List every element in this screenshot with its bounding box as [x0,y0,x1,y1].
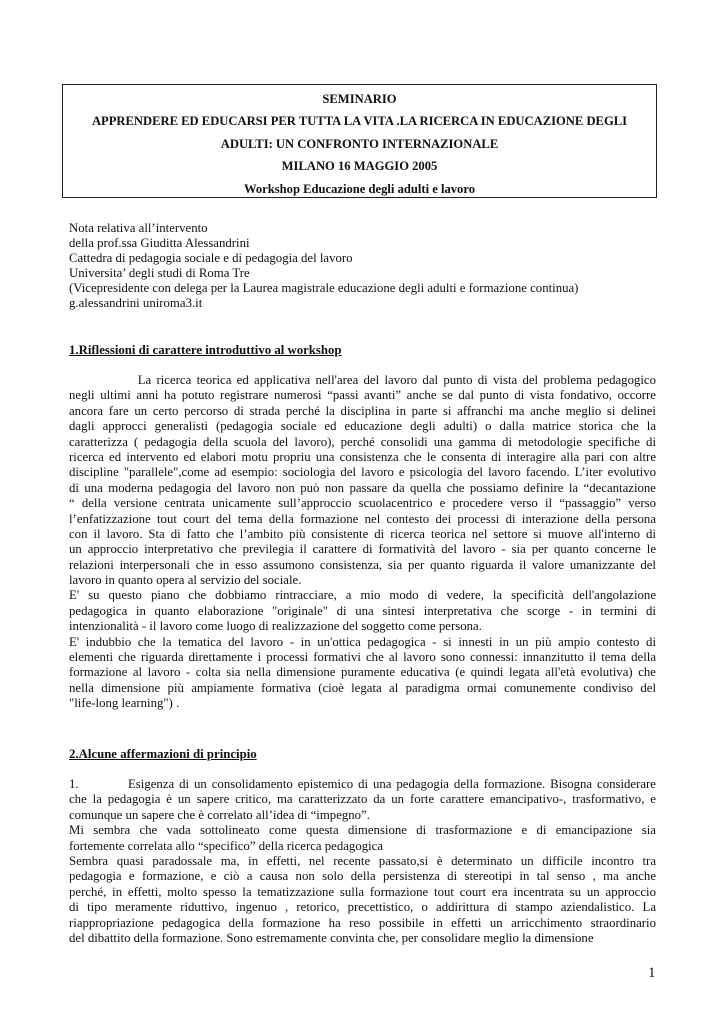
note-line: Nota relativa all’intervento [69,221,208,235]
text-line: lavoro in quanto opera al servizio del sociale. [69,573,302,588]
seminar-header-box [62,84,657,198]
text-line: E' indubbio che la tematica del lavoro - in un'ottica pedagogica - si innesti in un più ampio contesto di [69,634,656,649]
text-line: Sembra quasi paradossale ma, in effetti, nel recente passato,si è determinato un difficile incontro tra [69,853,656,868]
section-1-heading: 1.Riflessioni di carattere introduttivo al workshop [69,343,342,357]
header-line-title: APPRENDERE ED EDUCARSI PER TUTTA LA VITA .LA RICERCA IN EDUCAZIONE DEGLI [91,114,628,129]
section-2-body [69,777,656,946]
text-line: di una moderna pedagogia del lavoro non può non passare da quella che possiamo definire la “decantazione [69,480,656,495]
text-line: dagli approcci generalisti (pedagogia sociale ed educazione degli adulti) o dalla matrice storica che la [69,419,656,434]
text-line: comunque un sapere che è correlato all’idea di “impegno”. [69,807,370,822]
text-line: Mi sembra che vada sottolineato come questa dimensione di trasformazione e di emancipazione sia [69,823,656,838]
text-line: relazioni interpersonali che in esso assumono consistenza, sia per quanto riguarda il valore umanizzante del [69,557,656,572]
header-line-workshop: Workshop Educazione degli adulti e lavoro [243,181,476,196]
text-line: “ della versione centrata unicamente sull’approccio scuolacentrico e procedere verso il “passaggio” verso [69,496,656,511]
text-line: che la pedagogia è un sapere critico, ma caratterizzato da un forte carattere emancipativo-, trasformativo, e [69,792,656,807]
text-line: fortemente correlata allo “specifico” della ricerca pedagogica [69,838,384,853]
note-line: Universita’ degli studi di Roma Tre [69,266,250,280]
text-line: caratterizza ( pedagogia della scuola del lavoro), perché consolidi una gamma di metodologie specifiche di [69,434,656,449]
text-line: con il lavoro. Sta di fatto che l’ambito più consistente di ricerca teorica nel settore si muove all'interno di [69,526,656,541]
author-note [69,221,578,311]
header-line-subtitle: ADULTI: UN CONFRONTO INTERNAZIONALE [220,136,499,151]
text-line: pedagogica in quanto elaborazione "originale" di una sintesi interpretativa che scorge - in termini di [69,603,656,618]
text-line: discipline "parallele",come ad esempio: sociologia del lavoro e psicologia del lavoro facendo. L’iter evolutivo [69,465,656,480]
text-line: "life-long learning") . [69,696,180,711]
section-2-heading: 2.Alcune affermazioni di principio [69,747,257,761]
text-line: formazione al lavoro - colta sia nella dimensione puramente educativa (e quindi legata all'età evolutiva) che [69,665,656,680]
text-line: negli ultimi anni ha potuto registrare numerosi “passi avanti” anche se dal punto di vista fondativo, occorre [69,388,656,403]
note-line: Cattedra di pedagogia sociale e di pedagogia del lavoro [69,251,353,265]
text-line: del dibattito della formazione. Sono estremamente convinta che, per consolidare meglio la dimensione [69,930,594,945]
text-line: elementi che riguarda direttamente i processi formativi che al lavoro sono connessi: innanzitutto il tema della [69,650,656,665]
text-line: intenzionalità - il lavoro come luogo di realizzazione del soggetto come persona. [69,619,482,634]
text-line: nella dimensione più ampiamente formativa (cioè legata al paradigma ormai comunemente condiviso del [69,680,656,695]
text-line: ricerca ed intervento ed elabori motu propriu una consistenza che le consenta di interagire alla pari con altre [69,449,656,464]
text-line: riappropriazione pedagogica della formazione ha reso possibile in effetti un arricchimento straordinario [69,915,656,930]
text-line: perché, in effetti, molto spesso la tematizzazione sulla formazione tout court era incentrata su un approccio [69,884,656,899]
page-number: 1 [648,965,656,981]
header-line-seminario: SEMINARIO [322,92,397,106]
text-line: La ricerca teorica ed applicativa nell'area del lavoro dal punto di vista del problema pedagogico [69,373,656,387]
header-line-date: MILANO 16 MAGGIO 2005 [281,159,438,174]
text-line: 1. Esigenza di un consolidamento epistemico di una pedagogia della formazione. Bisogna considerare [69,777,656,791]
text-line: E' su questo piano che dobbiamo rintracciare, a mio modo di vedere, la specificità dell'angolazione [69,588,656,603]
note-line: g.alessandrini uniroma3.it [69,296,203,310]
text-line: di tipo meramente riduttivo, ingenuo , retorico, precettistico, o addirittura di stampo aziendalistico. La [69,900,656,915]
text-line: ancora fare un certo percorso di strada perché la disciplina in parte si affranchi ma anche meglio si delinei [69,403,656,418]
section-1-body [69,373,656,712]
note-line: della prof.ssa Giuditta Alessandrini [69,236,250,250]
text-line: l’enfatizzazione tout court del tema della formazione nel contesto dei processi di interazione della persona [69,511,656,526]
text-line: pedagogia e formazione, e ciò a causa non solo della persistenza di stereotipi in tal senso , ma anche [69,869,656,884]
note-line: (Vicepresidente con delega per la Laurea magistrale educazione degli adulti e formazione continua) [69,281,579,295]
text-line: un approccio interpretativo che previlegia il carattere di formatività del lavoro - sia per quanto concerne le [69,542,656,557]
